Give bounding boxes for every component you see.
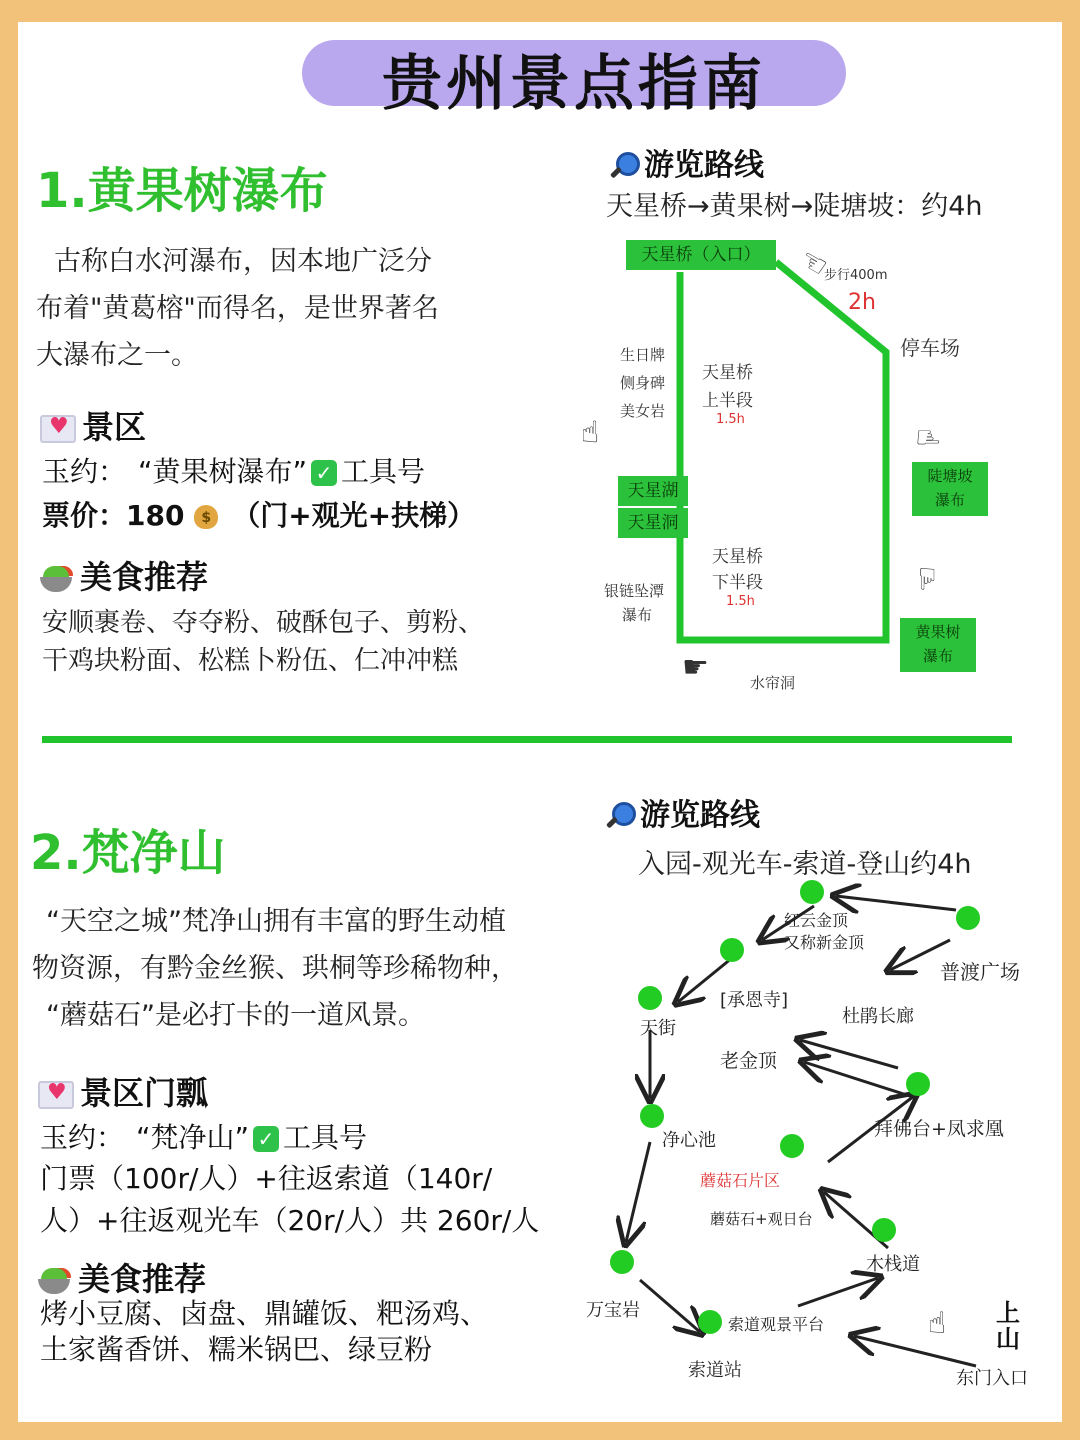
stop-baifo-dot	[906, 1072, 930, 1096]
section2-food-heading	[38, 1254, 206, 1300]
tool-label: 工具号	[341, 455, 426, 488]
huangguoshu-sub: 瀑布	[922, 647, 953, 665]
up-mountain-label: 上山	[996, 1299, 1020, 1353]
section-divider	[42, 736, 1012, 743]
landmark-ceshenbei: 侧身碑	[620, 374, 666, 392]
salad-icon	[40, 564, 74, 594]
landmark-meinvyan: 美女岩	[620, 402, 666, 420]
mogu-area-label: 蘑菇石片区	[700, 1171, 781, 1190]
parking-label: 停车场	[900, 336, 960, 360]
section1-food-heading	[40, 552, 208, 598]
yueyue-name: “梵净山”	[136, 1121, 250, 1154]
yueyue-name: “黄果树瀑布”	[138, 455, 308, 488]
price-note: （门+观光+扶梯）	[232, 499, 476, 532]
price-label: 票价：180	[42, 499, 185, 532]
price-line: 人）+往返观光车（20r/人）共 260r/人	[40, 1204, 540, 1237]
wanbao-label: 万宝岩	[586, 1300, 640, 1321]
route-loop	[680, 262, 886, 640]
stop-hongyun-dot	[800, 880, 824, 904]
tianxing-lake-box: 天星湖	[618, 476, 688, 506]
chengen-label: [承恩寺]	[720, 990, 789, 1011]
yueyue-label: 玉约：	[42, 455, 127, 488]
section1-price	[42, 494, 475, 534]
price-line: 门票（100r/人）+往返索道（140r/	[40, 1162, 493, 1195]
doutangpo-box	[912, 462, 988, 516]
stop-muzhan-dot	[872, 1218, 896, 1242]
time-2h: 2h	[848, 290, 876, 315]
route-heading-label: 游览路线	[644, 148, 764, 183]
tianxing-cave-box: 天星洞	[618, 508, 688, 538]
stop-jingxin-dot	[640, 1104, 664, 1128]
desc-line: 布着"黄葛榕"而得名，是世界著名	[36, 293, 439, 324]
upper-part-sub: 上半段	[702, 391, 753, 411]
area-heading-label: 景区	[82, 408, 147, 446]
section2-route-heading	[604, 790, 760, 834]
fanjingshan-map	[578, 872, 1058, 1392]
food-line: 安顺裹卷、夺夺粉、破酥包子、剪粉、	[42, 608, 485, 638]
huangguoshu-box	[900, 618, 976, 672]
desc-line: 古称白水河瀑布，因本地广泛分	[54, 246, 432, 277]
pointing-hand-icon: ☜	[793, 241, 834, 286]
tianjie-label: 天街	[640, 1018, 676, 1039]
pointing-hand-icon: ☝	[928, 1306, 947, 1341]
tool-label: 工具号	[283, 1121, 368, 1154]
walk-label: 步行400m	[824, 268, 888, 283]
hongyun-sub: 又称新金顶	[784, 933, 865, 952]
section1-route-heading	[608, 140, 764, 184]
section2-food-list	[40, 1296, 488, 1368]
page-title: 贵州景点指南	[382, 49, 766, 119]
food-heading-label: 美食推荐	[80, 558, 209, 596]
upper-part-name: 天星桥	[702, 363, 753, 383]
lower-part-sub: 下半段	[712, 573, 763, 593]
pointing-hand-icon: ☜	[571, 418, 607, 445]
money-bag-icon: $	[194, 505, 218, 529]
section1-title: 1.黄果树瀑布	[36, 163, 328, 219]
section1-route-summary: 天星桥→黄果树→陡塘坡：约4h	[606, 191, 983, 222]
doutangpo-sub: 瀑布	[934, 491, 965, 509]
pointing-hand-icon: ☛	[682, 650, 709, 685]
landmark-shengripai: 生日牌	[620, 346, 666, 364]
stop-pudu-dot	[956, 906, 980, 930]
pointing-hand-icon: ☝	[909, 428, 945, 447]
dujuan-label: 杜鹃长廊	[842, 1006, 914, 1027]
section2-ticket-heading	[38, 1068, 208, 1114]
check-icon: ✓	[253, 1126, 279, 1152]
jingxin-label: 净心池	[662, 1130, 716, 1151]
laojin-label: 老金顶	[720, 1050, 778, 1072]
food-line: 土家酱香饼、糯米锅巴、绿豆粉	[40, 1333, 433, 1366]
huangguoshu-map	[571, 232, 1058, 692]
mogu-label: 蘑菇石+观日台	[710, 1210, 813, 1228]
entry-box: 天星桥（入口）	[626, 240, 776, 270]
section2-title: 2.梵净山	[30, 825, 226, 881]
food-line: 干鸡块粉面、松糕卜粉伍、仁冲冲糕	[42, 646, 459, 676]
route-heading-label: 游览路线	[640, 798, 760, 833]
section1-desc	[36, 238, 556, 379]
yinlian-name: 银链坠潭	[604, 582, 665, 600]
section1-food-list	[42, 604, 484, 680]
shuiliandong-label: 水帘洞	[750, 674, 796, 692]
section2-route-summary: 入园-观光车-索道-登山约4h	[638, 849, 972, 880]
stop-mogu-dot	[780, 1134, 804, 1158]
desc-line: 物资源，有黔金丝猴、珙桐等珍稀物种，	[32, 953, 518, 984]
food-heading-label: 美食推荐	[78, 1260, 207, 1298]
doutangpo-name: 陡塘坡	[927, 467, 973, 485]
section1-area-heading	[40, 402, 146, 448]
food-line: 烤小豆腐、卤盘、鼎罐饭、粑汤鸡、	[40, 1297, 489, 1330]
baifo-label: 拜佛台+凤求凰	[874, 1118, 1004, 1140]
huangguoshu-name: 黄果树	[915, 623, 961, 641]
pointing-hand-icon: ☝	[918, 560, 937, 595]
salad-icon	[38, 1266, 72, 1296]
stop-suodao-dot	[698, 1310, 722, 1334]
hongyun-label: 红云金顶	[784, 911, 849, 930]
section2-desc	[32, 898, 572, 1039]
muzhan-label: 木栈道	[866, 1254, 920, 1275]
magnifier-icon	[604, 802, 634, 832]
love-letter-icon	[40, 415, 76, 443]
east-gate-label: 东门入口	[956, 1368, 1028, 1389]
section2-yueyue	[40, 1116, 367, 1156]
suodao-view-label: 索道观景平台	[728, 1315, 825, 1334]
suodao-station-label: 索道站	[688, 1360, 742, 1381]
check-icon: ✓	[311, 460, 337, 486]
section2-price	[40, 1158, 539, 1242]
desc-line: “蘑菇石”是必打卡的一道风景。	[46, 1000, 425, 1031]
love-letter-icon	[38, 1081, 74, 1109]
upper-part-time: 1.5h	[716, 412, 745, 427]
stop-tianjie-dot	[638, 986, 662, 1010]
pudu-label: 普渡广场	[940, 960, 1020, 984]
guide-card	[18, 22, 1062, 1422]
yinlian-sub: 瀑布	[622, 606, 653, 624]
stop-wanbao-dot	[610, 1250, 634, 1274]
lower-part-time: 1.5h	[726, 594, 755, 609]
section1-yueyue	[42, 450, 425, 490]
magnifier-icon	[608, 152, 638, 182]
lower-part-name: 天星桥	[712, 547, 763, 567]
stop-chengen-dot	[720, 938, 744, 962]
ticket-heading-label: 景区门瓢	[80, 1074, 209, 1112]
desc-line: “天空之城”梵净山拥有丰富的野生动植	[46, 906, 506, 937]
yueyue-label: 玉约：	[40, 1121, 125, 1154]
desc-line: 大瀑布之一。	[36, 340, 198, 371]
